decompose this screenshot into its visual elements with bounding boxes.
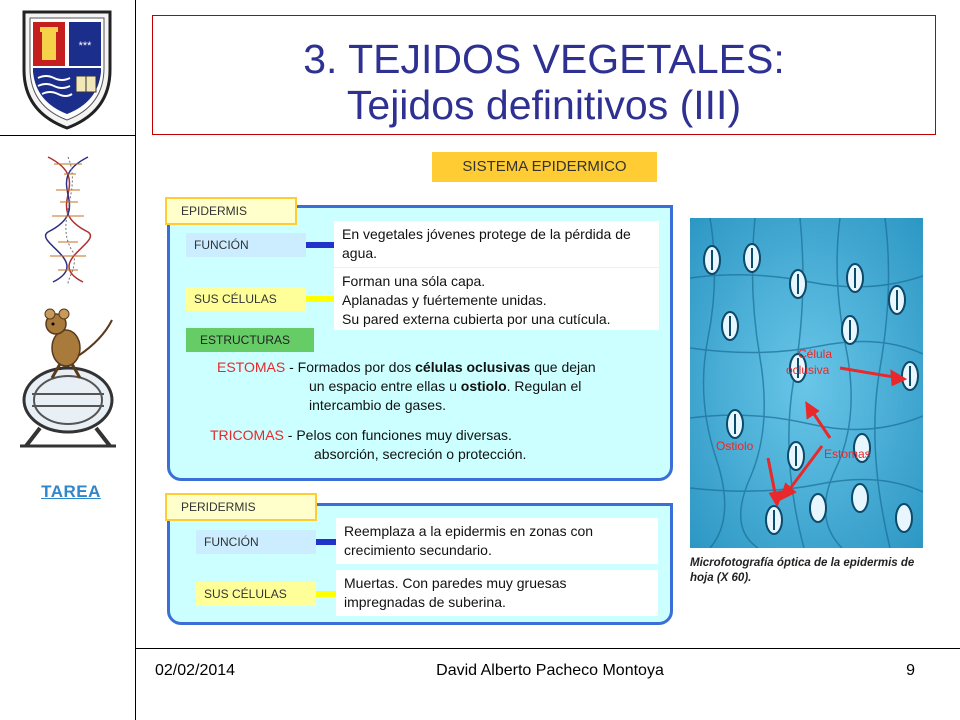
tricomas-term: TRICOMAS (210, 427, 284, 443)
estomas-line2-a: un espacio entre ellas u (309, 378, 461, 394)
tricomas-line1: - Pelos con funciones muy diversas. (283, 427, 512, 443)
epidermis-tab: EPIDERMIS (165, 197, 297, 225)
peridermis-celulas-text: Muertas. Con paredes muy gruesas impregnadas de suberina. (336, 570, 658, 616)
estomas-text-b: que dejan (530, 359, 596, 375)
estomas-line3: intercambio de gases. (309, 397, 446, 413)
school-crest-logo (20, 8, 114, 130)
peridermis-celulas-connector (316, 591, 336, 597)
celulas-line-3: Su pared externa cubierta por una cutícula. (342, 311, 611, 327)
sidebar-divider (135, 0, 136, 720)
estomas-line2-b: . Regulan el (506, 378, 582, 394)
estructuras-label: ESTRUCTURAS (186, 328, 314, 352)
epidermis-funcion-label: FUNCIÓN (186, 233, 306, 257)
peridermis-funcion-connector (316, 539, 336, 545)
peridermis-tab: PERIDERMIS (165, 493, 317, 521)
estomas-text-a: - Formados por dos (285, 359, 416, 375)
epidermis-celulas-label: SUS CÉLULAS (186, 287, 306, 311)
estomas-bold-b: ostiolo (460, 378, 507, 394)
celulas-line-2: Aplanadas y fuértemente unidas. (342, 292, 547, 308)
peridermis-funcion-label: FUNCIÓN (196, 530, 316, 554)
slide-title: 3. TEJIDOS VEGETALES: (303, 36, 785, 82)
dna-molecule-image (28, 152, 108, 287)
footer-divider (136, 648, 960, 649)
title-box (152, 15, 936, 135)
estomas-description (217, 358, 667, 415)
label-estomas: Estomas (824, 447, 871, 461)
peridermis-celulas-label: SUS CÉLULAS (196, 582, 316, 606)
celulas-line-1: Forman una sóla capa. (342, 273, 486, 289)
mouse-in-wheel-image (12, 300, 124, 450)
footer-author: David Alberto Pacheco Montoya (436, 662, 664, 679)
tricomas-description (210, 426, 660, 464)
epidermis-micrograph (690, 218, 923, 548)
epidermis-celulas-connector (306, 296, 334, 302)
sidebar-top-divider (0, 135, 136, 136)
svg-text:***: *** (78, 40, 92, 52)
peridermis-funcion-text: Reemplaza a la epidermis en zonas con crecimiento secundario. (336, 518, 658, 564)
tricomas-line2: absorción, secreción o protección. (314, 446, 527, 462)
epidermis-funcion-connector (306, 242, 334, 248)
estomas-term: ESTOMAS (217, 359, 286, 375)
epidermis-celulas-text (334, 268, 659, 330)
footer-date: 02/02/2014 (155, 662, 236, 679)
micrograph-caption: Microfotografía óptica de la epidermis de hoja (X 60). (690, 557, 915, 584)
estomas-bold-a: células oclusivas (415, 359, 531, 375)
epidermis-funcion-text: En vegetales jóvenes protege de la pérdida de agua. (334, 221, 659, 267)
system-label: SISTEMA EPIDERMICO (432, 152, 657, 182)
label-oclusiva: oclusiva (786, 363, 830, 377)
footer-page-number: 9 (906, 662, 915, 679)
label-celula: Célula (798, 347, 833, 361)
label-ostiolo: Ostiolo (716, 439, 754, 453)
tarea-link[interactable]: TAREA (41, 482, 101, 501)
slide-subtitle: Tejidos definitivos (III) (346, 82, 742, 128)
